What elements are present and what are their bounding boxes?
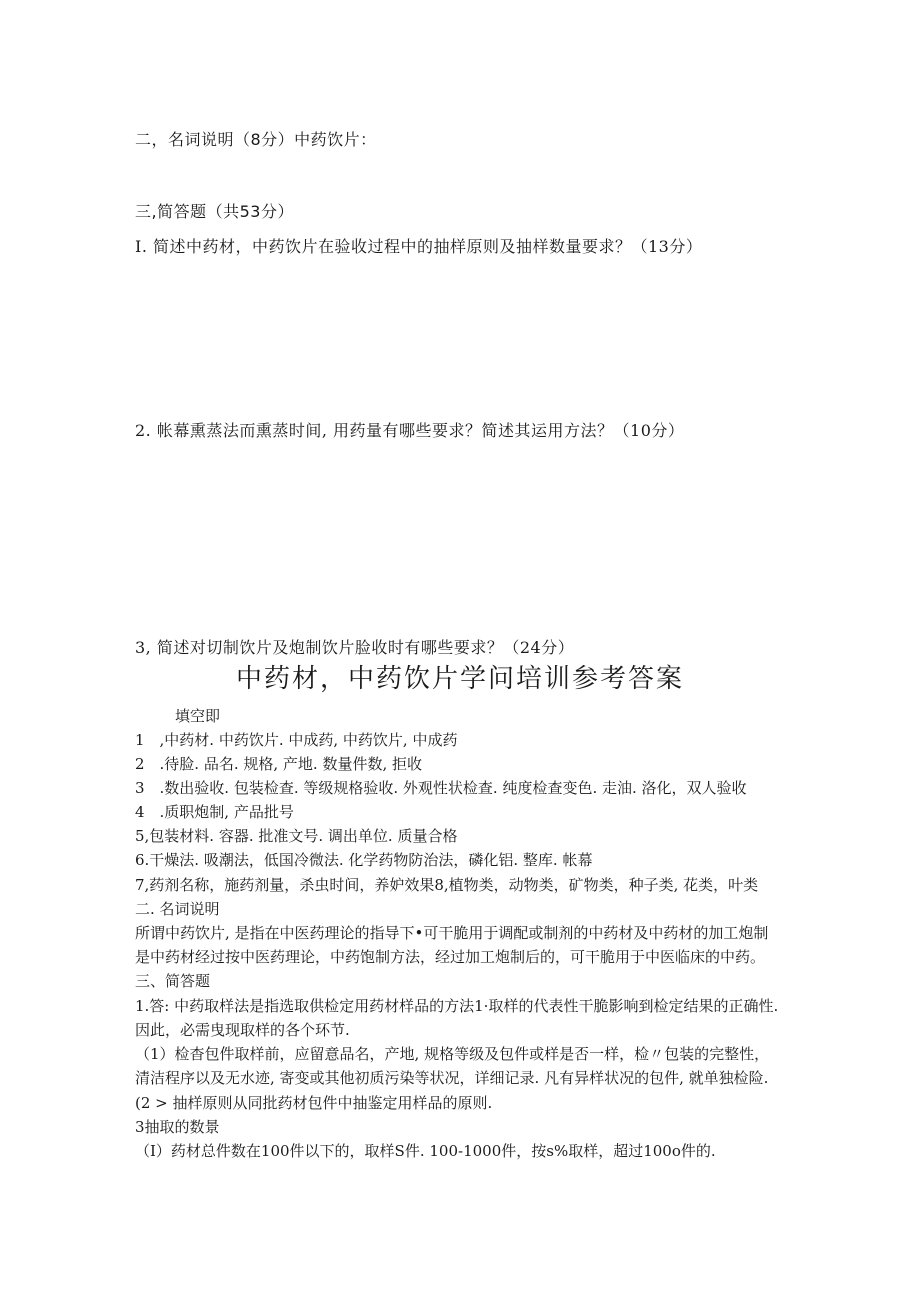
short-answer-line-2: 因此，必需曳现取样的各个环节. bbox=[135, 1021, 350, 1039]
answers-title: 中药材，中药饮片学问培训参考答案 bbox=[235, 664, 684, 694]
fill-item-1: 1 ,中药材. 中药饮片. 中成药, 中药饮片, 中成药 bbox=[135, 731, 458, 749]
fill-item-7: 7,药剂名称，施药剂量，杀虫时间，养妒效果8,植物类，动物类，矿物类，种子类, 花类，叶类 bbox=[135, 876, 759, 894]
short-answer-line-6: 3抽取的数景 bbox=[135, 1118, 220, 1136]
fill-item-6: 6.干燥法. 吸潮法，低国冷微法. 化学药物防治法，磷化铝. 整库. 帐幕 bbox=[135, 851, 593, 869]
fill-heading: 填空即 bbox=[175, 707, 221, 725]
question-3: 3, 简述对切制饮片及炮制饮片脸收时有哪些要求？（24分） bbox=[135, 638, 575, 657]
definition-heading: 二. 名词说明 bbox=[135, 900, 220, 918]
question-1: I. 简述中药材，中药饮片在验收过程中的抽样原则及抽样数量要求？（13分） bbox=[135, 237, 703, 256]
short-answer-line-5: (2 > 抽样原则从同批药材包件中抽鉴定用样品的原则. bbox=[135, 1094, 493, 1112]
short-answer-line-1: 1.答: 中药取样法是指选取供检定用药材样品的方法1·取样的代表性干脆影响到检定结果的正确性. bbox=[135, 997, 779, 1015]
short-answer-line-4: 清洁程序以及无水迹, 寄变或其他初质污染等状况，详细记录. 凡有异样状况的包件, 就单独检险. bbox=[135, 1069, 769, 1087]
question-2: 2. 帐幕熏蒸法而熏蒸时间, 用药量有哪些要求？简述其运用方法？（10分） bbox=[135, 421, 685, 440]
fill-item-2: 2 .待脸. 品名. 规格, 产地. 数量件数, 拒收 bbox=[135, 755, 422, 773]
definition-line-1: 所谓中药饮片, 是指在中医药理论的指导下•可干脆用于调配或制剂的中药材及中药材的加工炮制 bbox=[135, 924, 769, 942]
definition-line-2: 是中药材经过按中医药理论，中药饱制方法，经过加工炮制后的，可干脆用于中医临床的中药。 bbox=[135, 948, 766, 966]
fill-item-5: 5,包装材料. 容器. 批准文号. 调出单位. 质量合格 bbox=[135, 827, 458, 845]
section2-heading: 二，名词说明（8分）中药饮片： bbox=[135, 130, 377, 149]
section3-heading: 三,简答题（共53分） bbox=[135, 202, 294, 221]
fill-item-3: 3 .数出验收. 包装检查. 等级规格验收. 外观性状检查. 纯度检查变色. 走油. 洛化，双人验收 bbox=[135, 779, 747, 797]
short-answer-line-7: （I）药材总件数在100件以下的，取样S件. 100-1000件，按s%取样，超过100o件的. bbox=[135, 1142, 716, 1160]
fill-item-4: 4 .质职炮制, 产品批号 bbox=[135, 803, 294, 821]
short-answer-line-3: （1）检杳包件取样前，应留意品名，产地, 规格等级及包件或样是否一样，检〃包装的完整性， bbox=[135, 1045, 770, 1063]
short-answer-heading: 三、简答题 bbox=[135, 972, 211, 990]
